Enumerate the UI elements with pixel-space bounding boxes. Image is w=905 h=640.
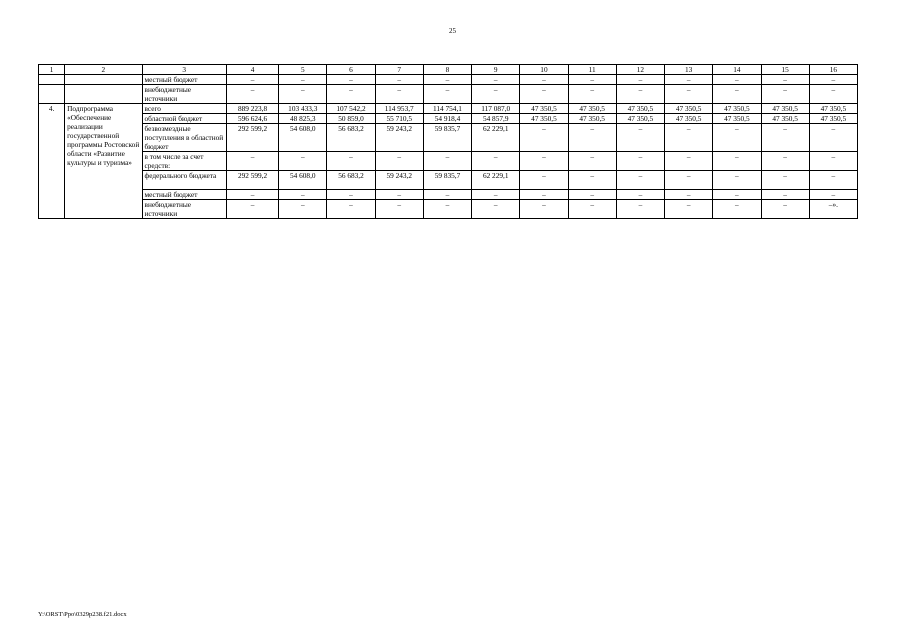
- value-cell: –: [327, 152, 375, 171]
- value-cell: –: [665, 152, 713, 171]
- value-cell: –: [616, 124, 664, 152]
- value-cell: –: [616, 75, 664, 85]
- value-cell: 114 953,7: [375, 104, 423, 114]
- value-cell: –: [423, 75, 471, 85]
- value-cell: –: [616, 200, 664, 219]
- value-cell: 56 683,2: [327, 124, 375, 152]
- value-cell: –».: [809, 200, 857, 219]
- value-cell: –: [327, 75, 375, 85]
- value-cell: –: [568, 75, 616, 85]
- value-cell: –: [375, 200, 423, 219]
- value-cell: –: [375, 85, 423, 104]
- value-cell: –: [665, 171, 713, 190]
- value-cell: –: [423, 200, 471, 219]
- value-cell: –: [423, 190, 471, 200]
- value-cell: –: [761, 171, 809, 190]
- value-cell: –: [520, 124, 568, 152]
- value-cell: 114 754,1: [423, 104, 471, 114]
- value-cell: –: [568, 85, 616, 104]
- value-cell: –: [713, 190, 761, 200]
- value-cell: –: [375, 75, 423, 85]
- column-number-cell: 14: [713, 65, 761, 75]
- value-cell: –: [327, 85, 375, 104]
- value-cell: –: [761, 75, 809, 85]
- value-cell: –: [472, 85, 520, 104]
- value-cell: –: [568, 200, 616, 219]
- value-cell: –: [665, 124, 713, 152]
- value-cell: –: [616, 85, 664, 104]
- value-cell: –: [713, 152, 761, 171]
- column-number-cell: 11: [568, 65, 616, 75]
- value-cell: –: [568, 171, 616, 190]
- column-number-cell: 7: [375, 65, 423, 75]
- table-row: [39, 190, 858, 200]
- value-cell: –: [472, 200, 520, 219]
- value-cell: –: [616, 152, 664, 171]
- funding-source-cell: всего: [142, 104, 226, 114]
- column-number-cell: 9: [472, 65, 520, 75]
- value-cell: –: [713, 85, 761, 104]
- value-cell: –: [375, 190, 423, 200]
- value-cell: –: [375, 152, 423, 171]
- value-cell: 292 599,2: [226, 124, 278, 152]
- value-cell: –: [809, 190, 857, 200]
- value-cell: 47 350,5: [665, 104, 713, 114]
- empty-cell: [65, 85, 142, 104]
- value-cell: 47 350,5: [616, 104, 664, 114]
- value-cell: –: [226, 190, 278, 200]
- value-cell: –: [327, 200, 375, 219]
- table-row: [39, 85, 858, 104]
- column-number-cell: 15: [761, 65, 809, 75]
- value-cell: –: [665, 75, 713, 85]
- column-number-cell: 1: [39, 65, 65, 75]
- value-cell: –: [761, 85, 809, 104]
- value-cell: –: [472, 75, 520, 85]
- funding-source-cell: местный бюджет: [142, 190, 226, 200]
- value-cell: 47 350,5: [520, 114, 568, 124]
- column-number-cell: 4: [226, 65, 278, 75]
- value-cell: 596 624,6: [226, 114, 278, 124]
- value-cell: –: [568, 152, 616, 171]
- value-cell: –: [279, 190, 327, 200]
- column-number-cell: 10: [520, 65, 568, 75]
- value-cell: 59 243,2: [375, 124, 423, 152]
- value-cell: –: [665, 200, 713, 219]
- value-cell: –: [472, 152, 520, 171]
- table-row: [39, 171, 858, 190]
- value-cell: 889 223,8: [226, 104, 278, 114]
- value-cell: 62 229,1: [472, 171, 520, 190]
- column-number-cell: 6: [327, 65, 375, 75]
- funding-source-cell: местный бюджет: [142, 75, 226, 85]
- value-cell: 47 350,5: [616, 114, 664, 124]
- value-cell: –: [472, 190, 520, 200]
- table-row: [39, 114, 858, 124]
- value-cell: –: [809, 124, 857, 152]
- table-row: [39, 152, 858, 171]
- value-cell: –: [279, 85, 327, 104]
- value-cell: 54 608,0: [279, 124, 327, 152]
- value-cell: –: [568, 190, 616, 200]
- column-number-cell: 5: [279, 65, 327, 75]
- value-cell: 54 608,0: [279, 171, 327, 190]
- value-cell: 107 542,2: [327, 104, 375, 114]
- funding-source-cell: внебюджетные источники: [142, 200, 226, 219]
- value-cell: 59 835,7: [423, 171, 471, 190]
- value-cell: 292 599,2: [226, 171, 278, 190]
- value-cell: –: [616, 190, 664, 200]
- value-cell: 47 350,5: [665, 114, 713, 124]
- table-row: [39, 124, 858, 152]
- value-cell: –: [520, 85, 568, 104]
- value-cell: 59 835,7: [423, 124, 471, 152]
- funding-source-cell: областной бюджет: [142, 114, 226, 124]
- column-number-cell: 13: [665, 65, 713, 75]
- value-cell: –: [226, 152, 278, 171]
- value-cell: –: [568, 124, 616, 152]
- value-cell: 117 087,0: [472, 104, 520, 114]
- value-cell: –: [761, 200, 809, 219]
- value-cell: 47 350,5: [713, 104, 761, 114]
- value-cell: 56 683,2: [327, 171, 375, 190]
- value-cell: –: [423, 85, 471, 104]
- funding-source-cell: федерального бюджета: [142, 171, 226, 190]
- funding-source-cell: безвозмездные поступления в областной бюджет: [142, 124, 226, 152]
- value-cell: –: [279, 200, 327, 219]
- value-cell: 48 825,3: [279, 114, 327, 124]
- value-cell: –: [520, 171, 568, 190]
- value-cell: 50 859,0: [327, 114, 375, 124]
- table-row: [39, 200, 858, 219]
- value-cell: 47 350,5: [568, 104, 616, 114]
- value-cell: –: [327, 190, 375, 200]
- empty-cell: [65, 75, 142, 85]
- value-cell: –: [713, 124, 761, 152]
- value-cell: 47 350,5: [568, 114, 616, 124]
- value-cell: –: [226, 85, 278, 104]
- value-cell: –: [809, 171, 857, 190]
- value-cell: 62 229,1: [472, 124, 520, 152]
- item-number-cell: 4.: [39, 104, 65, 219]
- column-number-cell: 12: [616, 65, 664, 75]
- value-cell: –: [279, 152, 327, 171]
- value-cell: –: [226, 200, 278, 219]
- value-cell: –: [520, 200, 568, 219]
- value-cell: 47 350,5: [761, 114, 809, 124]
- value-cell: 55 710,5: [375, 114, 423, 124]
- value-cell: 47 350,5: [761, 104, 809, 114]
- value-cell: –: [713, 171, 761, 190]
- column-number-cell: 16: [809, 65, 857, 75]
- value-cell: –: [809, 75, 857, 85]
- funding-source-cell: внебюджетные источники: [142, 85, 226, 104]
- value-cell: –: [761, 190, 809, 200]
- value-cell: –: [761, 124, 809, 152]
- file-path-footer: Y:\ORST\Ppo\0329p238.f21.docx: [38, 611, 127, 618]
- column-number-cell: 2: [65, 65, 142, 75]
- value-cell: –: [665, 190, 713, 200]
- table-row: [39, 104, 858, 114]
- value-cell: 47 350,5: [809, 114, 857, 124]
- value-cell: –: [616, 171, 664, 190]
- value-cell: –: [226, 75, 278, 85]
- value-cell: –: [761, 152, 809, 171]
- page-number: 25: [449, 27, 456, 35]
- value-cell: 47 350,5: [520, 104, 568, 114]
- empty-cell: [39, 75, 65, 85]
- value-cell: –: [809, 152, 857, 171]
- value-cell: –: [520, 152, 568, 171]
- value-cell: –: [809, 85, 857, 104]
- funding-source-cell: в том числе за счет средств:: [142, 152, 226, 171]
- value-cell: 47 350,5: [713, 114, 761, 124]
- value-cell: 59 243,2: [375, 171, 423, 190]
- value-cell: –: [665, 85, 713, 104]
- value-cell: –: [279, 75, 327, 85]
- column-number-cell: 3: [142, 65, 226, 75]
- value-cell: –: [713, 75, 761, 85]
- budget-table: [38, 64, 858, 219]
- value-cell: –: [520, 190, 568, 200]
- table-row: [39, 75, 858, 85]
- value-cell: 54 857,9: [472, 114, 520, 124]
- value-cell: –: [520, 75, 568, 85]
- value-cell: 103 433,3: [279, 104, 327, 114]
- value-cell: 54 918,4: [423, 114, 471, 124]
- header-row: [39, 65, 858, 75]
- value-cell: –: [713, 200, 761, 219]
- value-cell: –: [423, 152, 471, 171]
- value-cell: 47 350,5: [809, 104, 857, 114]
- empty-cell: [39, 85, 65, 104]
- subprogram-name-cell: Подпрограмма «Обеспечение реализации государственной программы Ростовской области «Развитие культуры и туризма»: [65, 104, 142, 219]
- column-number-cell: 8: [423, 65, 471, 75]
